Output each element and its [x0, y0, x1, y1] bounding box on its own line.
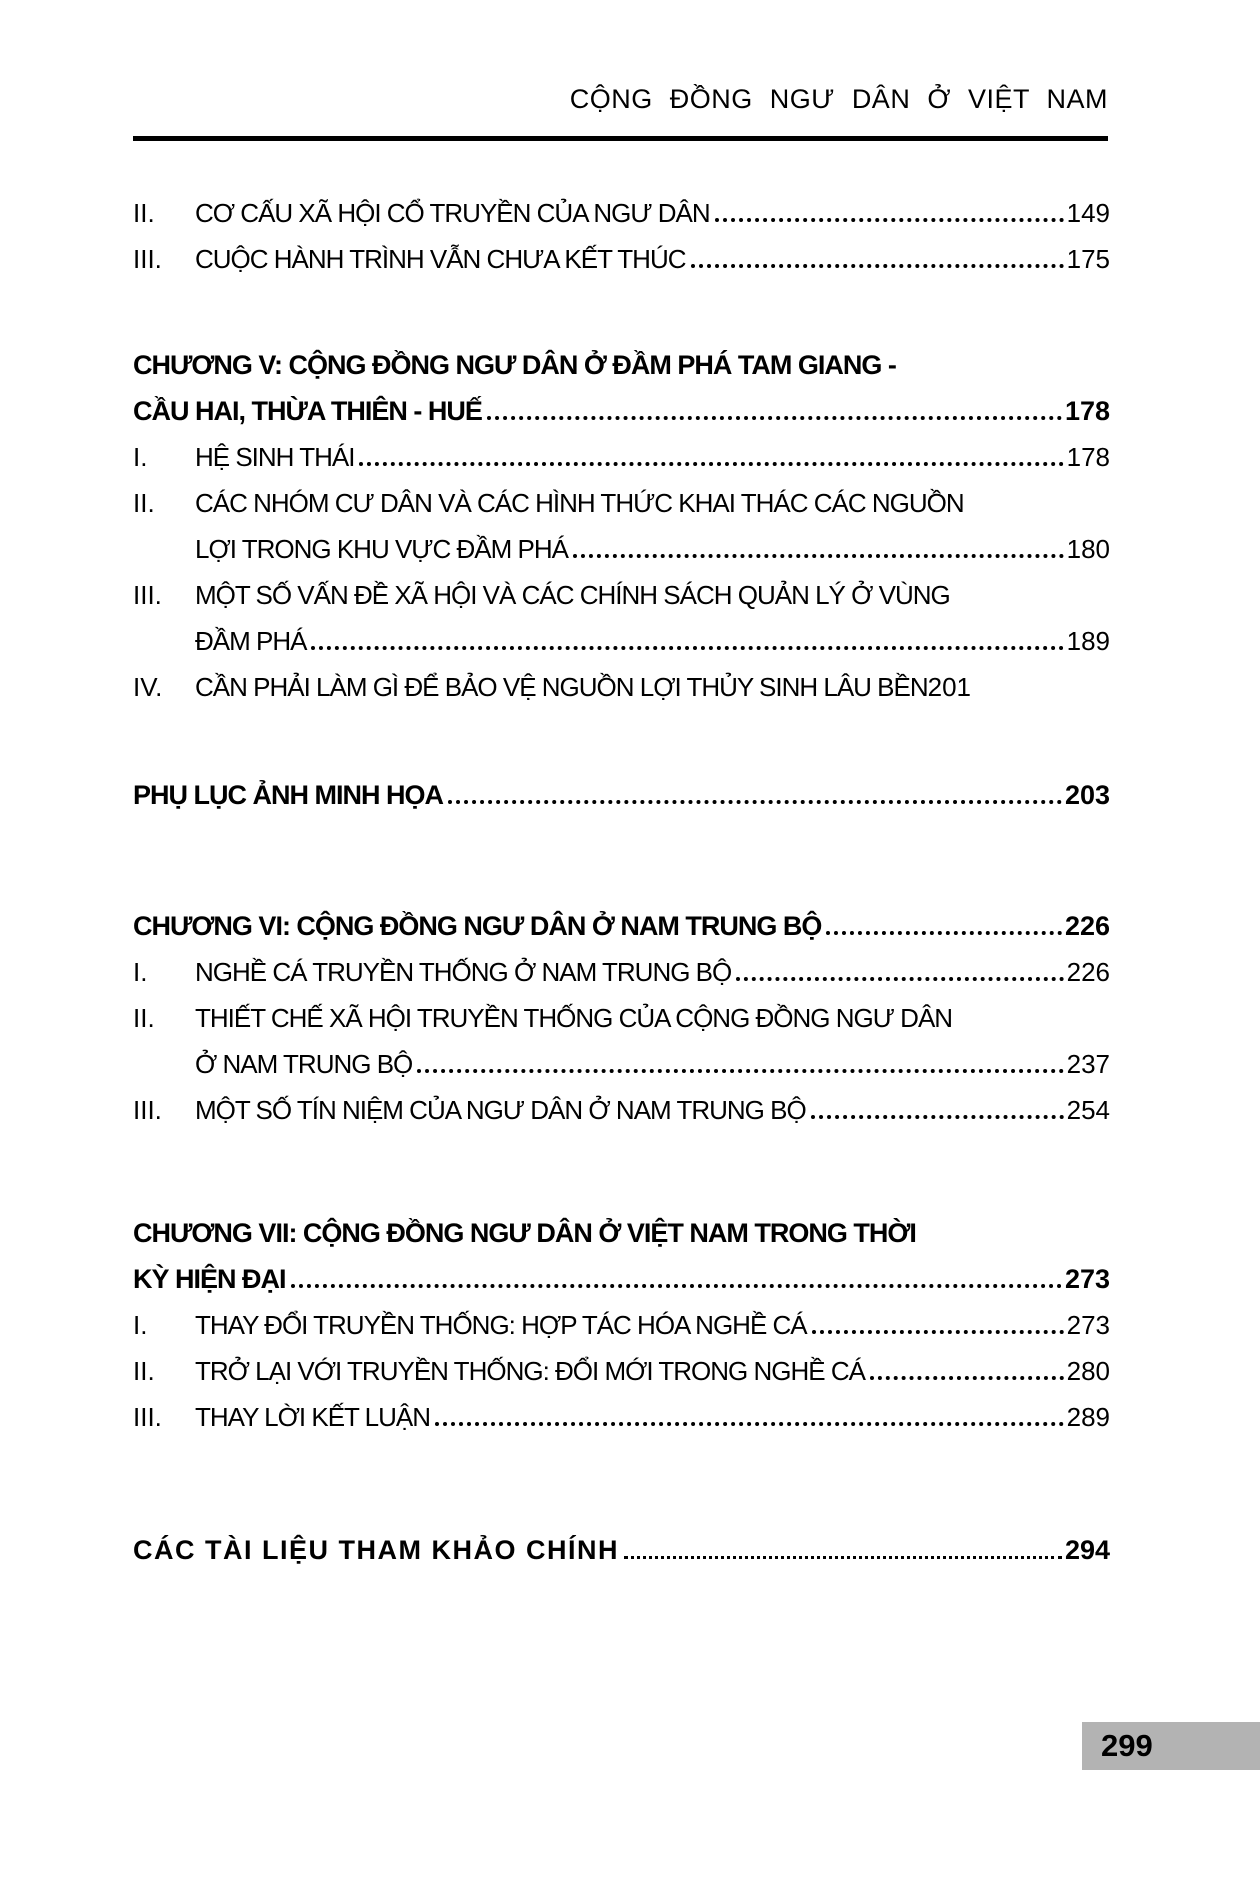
toc-line: [133, 949, 1110, 995]
toc-section: [133, 342, 1110, 710]
toc-entry-title: CƠ CẤU XÃ HỘI CỔ TRUYỀN CỦA NGƯ DÂN: [195, 198, 710, 228]
toc-entry-title: THIẾT CHẾ XÃ HỘI TRUYỀN THỐNG CỦA CỘNG ĐỒNG NGƯ DÂN: [195, 1003, 953, 1033]
toc-line: [133, 572, 1110, 618]
toc-entry-title: THAY ĐỔI TRUYỀN THỐNG: HỢP TÁC HÓA NGHỀ CÁ: [195, 1310, 807, 1340]
toc-entry-title: NGHỀ CÁ TRUYỀN THỐNG Ở NAM TRUNG BỘ: [195, 957, 732, 987]
toc-line: [133, 618, 1110, 664]
dot-leader: [435, 1422, 1064, 1426]
toc-line: [133, 190, 1110, 236]
toc-entry-page: 178: [1066, 442, 1110, 472]
toc-line: [133, 1256, 1110, 1302]
toc-entry-page: 254: [1066, 1095, 1110, 1125]
toc-entry: [133, 1394, 1110, 1440]
toc-entry-page: 180: [1066, 534, 1110, 564]
toc-entry-page: 226: [1064, 911, 1110, 941]
toc-line: [133, 1527, 1110, 1573]
page-number-badge: 299: [1082, 1722, 1260, 1770]
dot-leader: [311, 646, 1063, 650]
toc-entry-page: 273: [1064, 1264, 1110, 1294]
toc-entry-number: II.: [133, 488, 155, 518]
toc-line: [133, 1302, 1110, 1348]
toc-line: [133, 1041, 1110, 1087]
toc-section: [133, 190, 1110, 282]
toc-entry-number: II.: [133, 1003, 155, 1033]
toc-entry-title: Ở NAM TRUNG BỘ: [195, 1049, 413, 1079]
toc-entry-title: TRỞ LẠI VỚI TRUYỀN THỐNG: ĐỔI MỚI TRONG NGHỀ CÁ: [195, 1356, 865, 1386]
toc-entry-number: I.: [133, 442, 148, 472]
toc-line: [133, 342, 1110, 388]
dot-leader: [291, 1284, 1062, 1288]
toc-entry-title: ĐẦM PHÁ: [195, 626, 307, 656]
toc-entry: [133, 480, 1110, 572]
toc-entry-page: 289: [1066, 1402, 1110, 1432]
toc-section: [133, 903, 1110, 1133]
toc-entry-title: CHƯƠNG V: CỘNG ĐỒNG NGƯ DÂN Ở ĐẦM PHÁ TAM GIANG -: [133, 350, 896, 380]
dot-leader: [715, 218, 1064, 222]
toc-entry-title: THAY LỜI KẾT LUẬN: [195, 1402, 431, 1432]
toc-entry-title: LỢI TRONG KHU VỰC ĐẦM PHÁ: [195, 534, 568, 564]
toc-line: [133, 1087, 1110, 1133]
toc-entry: [133, 664, 1110, 710]
toc-entry-title: CHƯƠNG VI: CỘNG ĐỒNG NGƯ DÂN Ở NAM TRUNG BỘ: [133, 911, 822, 941]
toc-line: [133, 995, 1110, 1041]
toc-entry: [133, 1087, 1110, 1133]
dot-leader: [811, 1115, 1064, 1119]
dot-leader: [487, 416, 1062, 420]
toc-entry: [133, 995, 1110, 1087]
toc-line: [133, 526, 1110, 572]
toc-line: [133, 434, 1110, 480]
toc-entry-title: CÁC TÀI LIỆU THAM KHẢO CHÍNH: [133, 1535, 619, 1565]
toc-entry-page: 201: [927, 672, 972, 702]
toc-entry-number: III.: [133, 244, 162, 274]
toc-entry-title: CẦU HAI, THỪA THIÊN - HUẾ: [133, 396, 482, 426]
toc-entry-title: KỲ HIỆN ĐẠI: [133, 1264, 286, 1294]
toc-entry: [133, 1302, 1110, 1348]
table-of-contents: [133, 190, 1110, 1573]
toc-entry-title: MỘT SỐ TÍN NIỆM CỦA NGƯ DÂN Ở NAM TRUNG BỘ: [195, 1095, 806, 1125]
toc-entry-page: 203: [1064, 780, 1110, 810]
toc-entry-number: II.: [133, 198, 155, 228]
toc-entry: [133, 903, 1110, 949]
toc-entry-title: CÁC NHÓM CƯ DÂN VÀ CÁC HÌNH THỨC KHAI THÁC CÁC NGUỒN: [195, 488, 964, 518]
toc-entry-page: 237: [1066, 1049, 1110, 1079]
toc-entry: [133, 572, 1110, 664]
toc-entry-title: HỆ SINH THÁI: [195, 442, 355, 472]
toc-entry-number: I.: [133, 957, 148, 987]
toc-entry: [133, 342, 1110, 434]
toc-entry-page: 294: [1064, 1535, 1110, 1565]
toc-entry-page: 175: [1066, 244, 1110, 274]
dot-leader: [624, 1556, 1062, 1559]
running-header-title: CỘNG ĐỒNG NGƯ DÂN Ở VIỆT NAM: [569, 84, 1108, 114]
toc-entry-title: CHƯƠNG VII: CỘNG ĐỒNG NGƯ DÂN Ở VIỆT NAM TRONG THỜI: [133, 1218, 916, 1248]
dot-leader: [691, 264, 1064, 268]
toc-entry: [133, 190, 1110, 236]
toc-entry-page: 149: [1066, 198, 1110, 228]
toc-entry: [133, 949, 1110, 995]
toc-entry-title: PHỤ LỤC ẢNH MINH HỌA: [133, 780, 443, 810]
toc-entry-number: I.: [133, 1310, 148, 1340]
dot-leader: [448, 800, 1062, 804]
dot-leader: [736, 977, 1063, 981]
toc-entry-page: 189: [1066, 626, 1110, 656]
toc-entry-title: MỘT SỐ VẤN ĐỀ XÃ HỘI VÀ CÁC CHÍNH SÁCH QUẢN LÝ Ở VÙNG: [195, 580, 950, 610]
toc-line: [133, 1348, 1110, 1394]
toc-line: [133, 236, 1110, 282]
toc-section: [133, 1527, 1110, 1573]
dot-leader: [826, 931, 1062, 935]
toc-line: [133, 903, 1110, 949]
toc-entry: [133, 772, 1110, 818]
toc-line: [133, 480, 1110, 526]
toc-entry-number: III.: [133, 580, 162, 610]
toc-entry-title: CẦN PHẢI LÀM GÌ ĐỂ BẢO VỆ NGUỒN LỢI THỦY SINH LÂU BỀN: [195, 672, 928, 702]
toc-entry-number: III.: [133, 1402, 162, 1432]
dot-leader: [870, 1376, 1064, 1380]
dot-leader: [359, 462, 1063, 466]
toc-line: [133, 664, 1110, 710]
dot-leader: [573, 554, 1064, 558]
toc-entry-number: IV.: [133, 672, 163, 702]
toc-line: [133, 388, 1110, 434]
toc-entry: [133, 1210, 1110, 1302]
toc-section: [133, 772, 1110, 818]
toc-entry: [133, 1527, 1110, 1573]
toc-entry-number: II.: [133, 1356, 155, 1386]
dot-leader: [417, 1069, 1063, 1073]
dot-leader: [812, 1330, 1064, 1334]
toc-line: [133, 772, 1110, 818]
toc-entry: [133, 1348, 1110, 1394]
toc-line: [133, 1394, 1110, 1440]
toc-entry: [133, 434, 1110, 480]
toc-section: [133, 1210, 1110, 1440]
toc-entry-page: 273: [1066, 1310, 1110, 1340]
toc-line: [133, 1210, 1110, 1256]
toc-entry-page: 178: [1064, 396, 1110, 426]
toc-entry-title: CUỘC HÀNH TRÌNH VẪN CHƯA KẾT THÚC: [195, 244, 686, 274]
toc-entry-page: 280: [1066, 1356, 1110, 1386]
header-rule: [133, 136, 1108, 141]
toc-entry: [133, 236, 1110, 282]
toc-entry-page: 226: [1066, 957, 1110, 987]
toc-entry-number: III.: [133, 1095, 162, 1125]
